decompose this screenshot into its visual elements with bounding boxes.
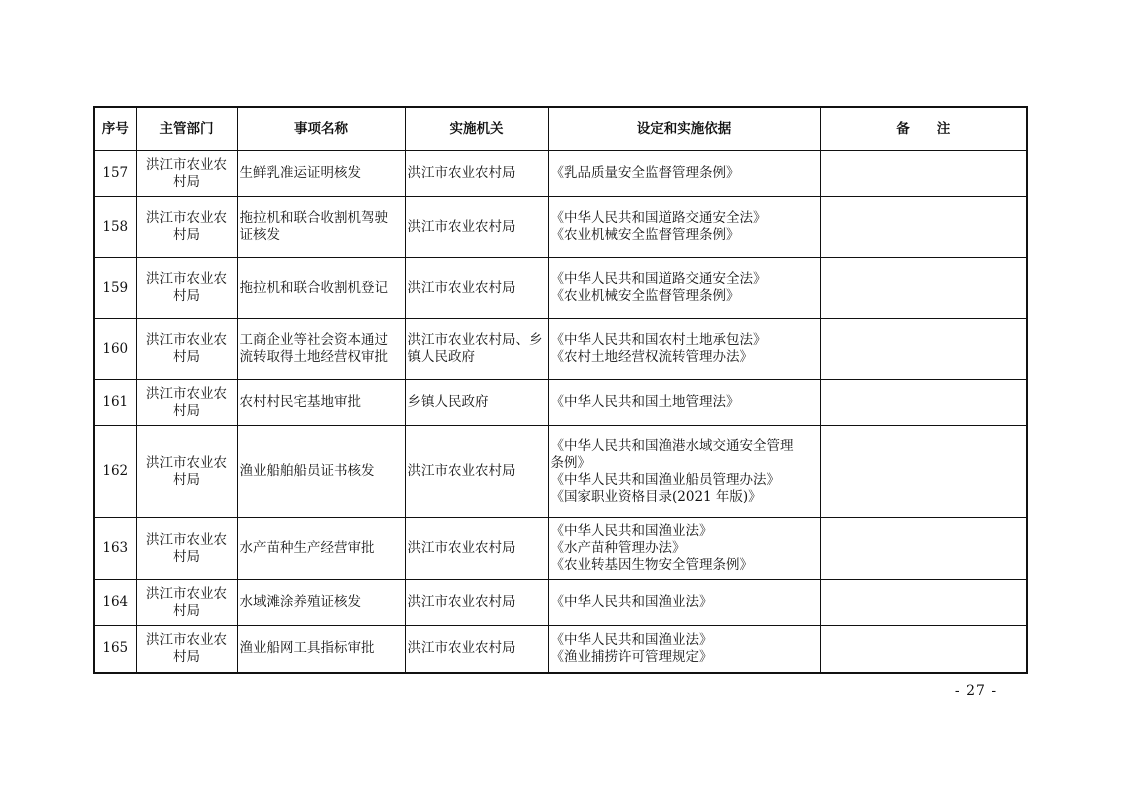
- cell-item-name-line: 农村村民宅基地审批: [239, 394, 361, 410]
- cell-basis: [548, 518, 820, 580]
- cell-basis-line: 《国家职业资格目录(2021 年版)》: [550, 488, 762, 505]
- cell-basis: [548, 580, 820, 626]
- cell-basis-line: 《中华人民共和国渔业法》: [550, 594, 713, 610]
- cell-seq: 162: [94, 426, 136, 518]
- cell-item-name: [237, 319, 405, 380]
- cell-agency: [405, 426, 548, 518]
- header-dept: 主管部门: [136, 107, 237, 151]
- table-body: [94, 151, 1027, 673]
- cell-basis: [548, 626, 820, 673]
- cell-dept-line: 洪江市农业农: [146, 585, 227, 602]
- cell-item-name: [237, 258, 405, 319]
- cell-dept: [136, 580, 237, 626]
- cell-agency: [405, 580, 548, 626]
- cell-item-name-line: 生鲜乳准运证明核发: [239, 165, 361, 181]
- cell-dept: [136, 426, 237, 518]
- admin-items-table: [93, 106, 1028, 674]
- cell-seq: 157: [94, 151, 136, 197]
- header-basis: 设定和实施依据: [548, 107, 820, 151]
- cell-dept-line: 洪江市农业农: [146, 454, 227, 471]
- cell-dept-line: 村局: [173, 548, 200, 565]
- cell-basis-line: 《中华人民共和国道路交通安全法》: [550, 271, 767, 287]
- cell-item-name-line: 渔业船舶船员证书核发: [239, 463, 375, 479]
- cell-item-name: [237, 426, 405, 518]
- cell-note: [820, 626, 1027, 673]
- cell-basis-line: 《中华人民共和国渔业船员管理办法》: [550, 471, 780, 488]
- cell-dept-line: 洪江市农业农: [146, 631, 227, 648]
- cell-item-name-line: 工商企业等社会资本通过: [239, 332, 388, 348]
- cell-agency-line: 洪江市农业农村局: [407, 594, 516, 610]
- cell-dept-line: 村局: [173, 402, 200, 419]
- table-row: [94, 580, 1027, 626]
- cell-item-name-line: 拖拉机和联合收割机驾驶: [239, 210, 388, 226]
- cell-basis-line: 《渔业捕捞许可管理规定》: [550, 648, 713, 665]
- cell-basis-line: 《水产苗种管理办法》: [550, 540, 686, 556]
- cell-item-name-line: 证核发: [239, 227, 280, 243]
- page-number: - 27 -: [954, 683, 998, 699]
- cell-agency: [405, 151, 548, 197]
- cell-item-name: [237, 197, 405, 258]
- cell-basis-line: 《中华人民共和国渔业法》: [550, 523, 713, 539]
- cell-dept-line: 洪江市农业农: [146, 156, 227, 173]
- cell-seq: 163: [94, 518, 136, 580]
- cell-agency: [405, 197, 548, 258]
- cell-agency: [405, 380, 548, 426]
- cell-note: [820, 580, 1027, 626]
- table-header: [94, 107, 1027, 151]
- cell-dept: [136, 518, 237, 580]
- cell-dept: [136, 258, 237, 319]
- cell-agency-line: 乡镇人民政府: [407, 394, 489, 410]
- cell-seq: 159: [94, 258, 136, 319]
- cell-note: [820, 380, 1027, 426]
- cell-dept-line: 洪江市农业农: [146, 385, 227, 402]
- cell-seq: 161: [94, 380, 136, 426]
- cell-dept-line: 村局: [173, 349, 200, 365]
- table-row: [94, 426, 1027, 518]
- cell-seq: 160: [94, 319, 136, 380]
- header-agency: 实施机关: [405, 107, 548, 151]
- cell-note: [820, 151, 1027, 197]
- cell-basis: [548, 197, 820, 258]
- cell-basis-line: 《中华人民共和国渔港水域交通安全管理: [550, 437, 794, 454]
- header-seq: 序号: [94, 107, 136, 151]
- cell-item-name-line: 流转取得土地经营权审批: [239, 349, 388, 365]
- header-item-name: 事项名称: [237, 107, 405, 151]
- cell-basis-line: 《中华人民共和国道路交通安全法》: [550, 210, 767, 226]
- cell-item-name-line: 水域滩涂养殖证核发: [239, 594, 361, 610]
- cell-basis: [548, 380, 820, 426]
- cell-basis: [548, 426, 820, 518]
- table-row: [94, 151, 1027, 197]
- table-row: [94, 319, 1027, 380]
- cell-seq: 165: [94, 626, 136, 673]
- cell-basis-line: 《中华人民共和国土地管理法》: [550, 394, 740, 410]
- cell-agency: [405, 258, 548, 319]
- cell-agency-line: 洪江市农业农村局、乡: [407, 332, 543, 348]
- cell-dept: [136, 151, 237, 197]
- header-row: [94, 107, 1027, 151]
- cell-basis-line: 《农村土地经营权流转管理办法》: [550, 349, 753, 365]
- cell-basis-line: 《中华人民共和国农村土地承包法》: [550, 332, 767, 348]
- cell-agency-line: 洪江市农业农村局: [407, 279, 516, 296]
- cell-agency-line: 洪江市农业农村局: [407, 640, 516, 657]
- cell-seq: 158: [94, 197, 136, 258]
- cell-item-name: [237, 626, 405, 673]
- table-row: [94, 197, 1027, 258]
- cell-basis: [548, 151, 820, 197]
- cell-note: [820, 426, 1027, 518]
- cell-dept-line: 洪江市农业农: [146, 531, 227, 548]
- cell-item-name-line: 拖拉机和联合收割机登记: [239, 279, 388, 296]
- cell-note: [820, 197, 1027, 258]
- cell-agency-line: 洪江市农业农村局: [407, 540, 516, 556]
- cell-dept-line: 村局: [173, 602, 200, 619]
- cell-note: [820, 319, 1027, 380]
- cell-agency-line: 镇人民政府: [407, 349, 475, 365]
- table-row: [94, 258, 1027, 319]
- cell-dept: [136, 319, 237, 380]
- header-note: 备 注: [820, 107, 1027, 151]
- cell-basis-line: 《乳品质量安全监督管理条例》: [550, 165, 740, 181]
- cell-item-name: [237, 380, 405, 426]
- cell-dept: [136, 197, 237, 258]
- cell-item-name-line: 水产苗种生产经营审批: [239, 540, 375, 556]
- cell-item-name: [237, 151, 405, 197]
- cell-basis-line: 《中华人民共和国渔业法》: [550, 631, 713, 648]
- cell-note: [820, 518, 1027, 580]
- cell-agency: [405, 518, 548, 580]
- cell-dept-line: 洪江市农业农: [146, 271, 227, 287]
- cell-dept-line: 洪江市农业农: [146, 210, 227, 226]
- cell-dept-line: 村局: [173, 288, 200, 304]
- cell-basis-line: 条例》: [550, 454, 591, 471]
- table-row: [94, 518, 1027, 580]
- cell-dept-line: 村局: [173, 471, 200, 488]
- cell-dept-line: 村局: [173, 648, 200, 665]
- cell-note: [820, 258, 1027, 319]
- cell-basis: [548, 258, 820, 319]
- cell-item-name: [237, 580, 405, 626]
- cell-agency-line: 洪江市农业农村局: [407, 165, 516, 181]
- cell-basis-line: 《农业机械安全监督管理条例》: [550, 288, 740, 304]
- cell-dept-line: 村局: [173, 173, 200, 190]
- cell-agency-line: 洪江市农业农村局: [407, 218, 516, 235]
- cell-item-name: [237, 518, 405, 580]
- cell-item-name-line: 渔业船网工具指标审批: [239, 640, 375, 657]
- cell-basis: [548, 319, 820, 380]
- cell-dept: [136, 626, 237, 673]
- cell-dept-line: 洪江市农业农: [146, 332, 227, 348]
- cell-agency: [405, 626, 548, 673]
- table-row: [94, 380, 1027, 426]
- cell-agency-line: 洪江市农业农村局: [407, 463, 516, 479]
- cell-seq: 164: [94, 580, 136, 626]
- cell-agency: [405, 319, 548, 380]
- cell-dept-line: 村局: [173, 227, 200, 243]
- table-row: [94, 626, 1027, 673]
- cell-basis-line: 《农业机械安全监督管理条例》: [550, 227, 740, 243]
- cell-dept: [136, 380, 237, 426]
- cell-basis-line: 《农业转基因生物安全管理条例》: [550, 557, 753, 573]
